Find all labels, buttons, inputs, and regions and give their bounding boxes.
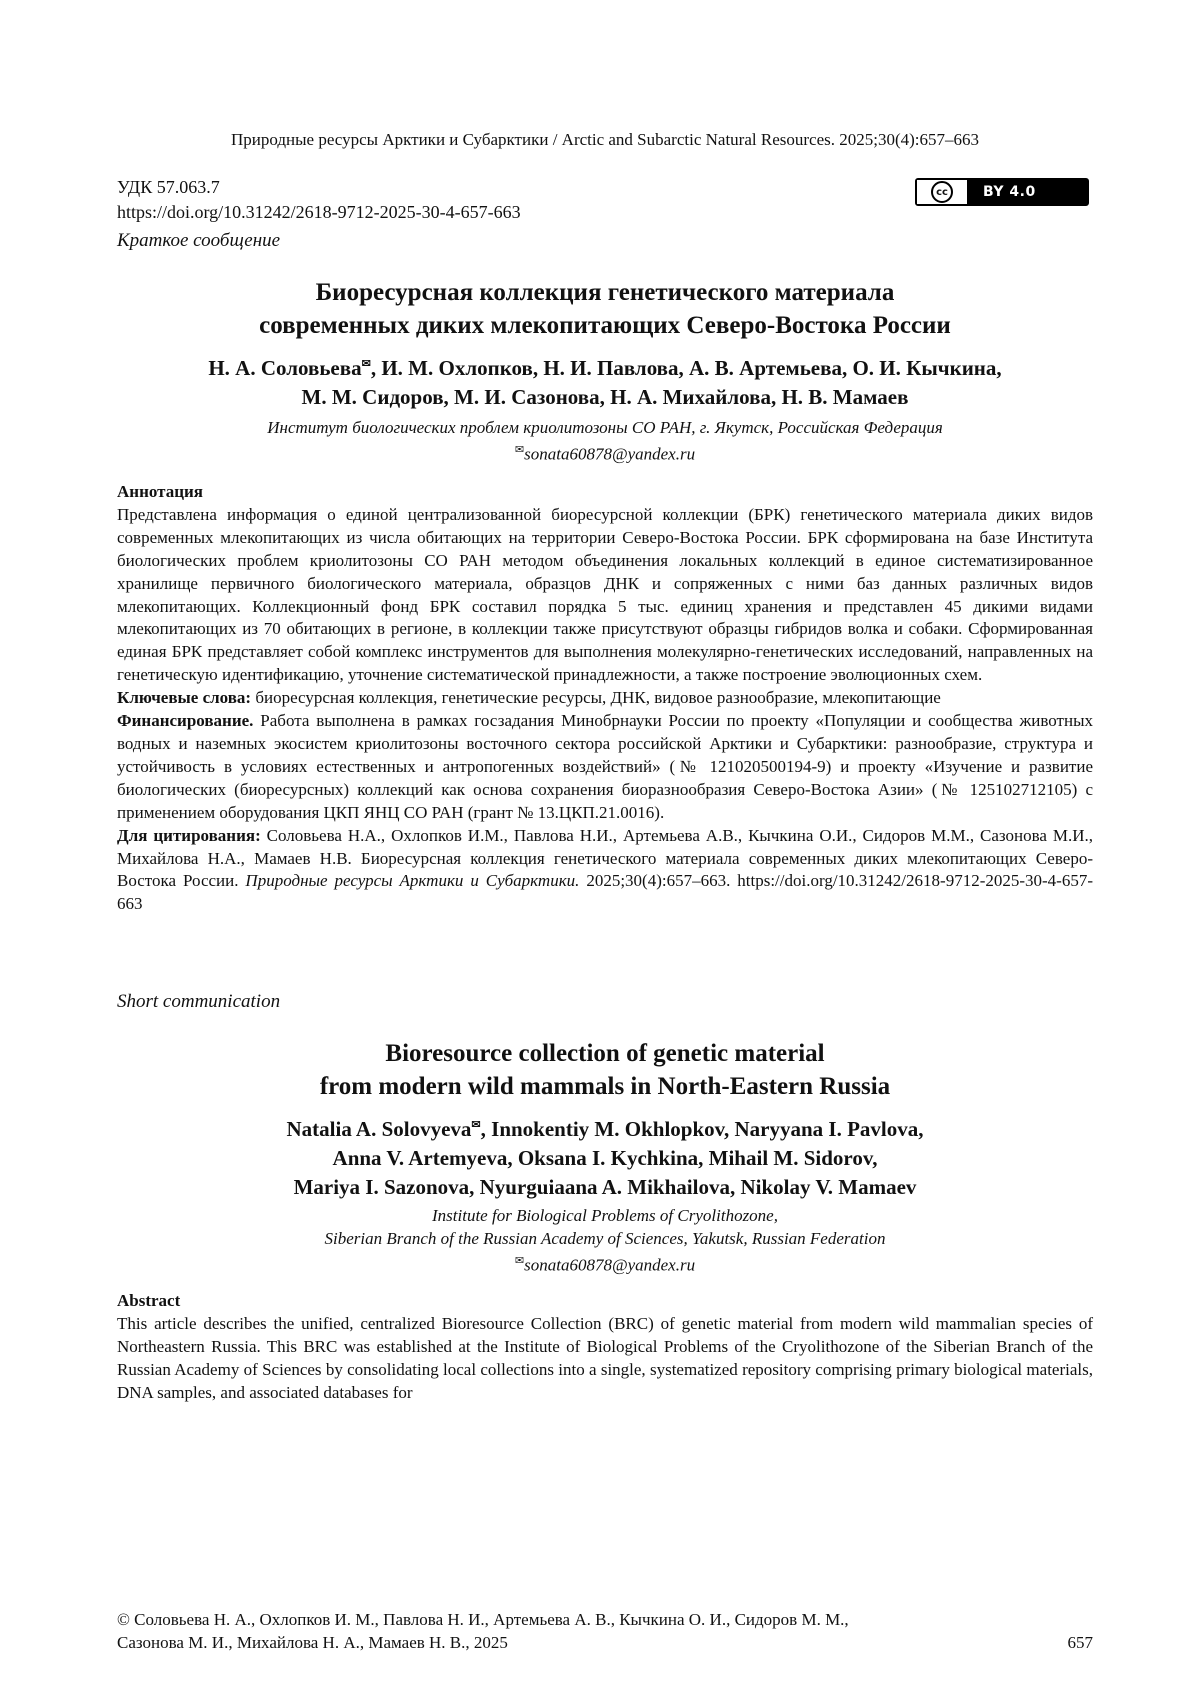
article-title-ru xyxy=(117,276,1093,342)
authors-en-line-1 xyxy=(117,1111,1093,1144)
affiliation-en-line-2: Siberian Branch of the Russian Academy of Sciences, Yakutsk, Russian Federation xyxy=(324,1229,886,1248)
envelope-icon: ✉ xyxy=(471,1119,481,1131)
citation-ru xyxy=(117,825,1093,917)
doi-link[interactable]: https://doi.org/10.31242/2618-9712-2025-30-4-657-663 xyxy=(117,202,521,222)
keywords-ru xyxy=(117,687,1093,710)
article-type-en: Short communication xyxy=(117,991,281,1012)
funding-ru-label: Финансирование. xyxy=(117,711,254,731)
email-en-text: sonata60878@yandex.ru xyxy=(524,1255,696,1275)
cc-license-text: BY 4.0 xyxy=(983,184,1036,200)
authors-ru-line-2: М. М. Сидоров, М. И. Сазонова, Н. А. Михайлова, Н. В. Мамаев xyxy=(301,385,909,409)
funding-ru-text: Работа выполнена в рамках госзадания Минобрнауки России по проекту «Популяции и сообщества животных водных и наземных экосистем криолитозоны восточного сектора российской Арктики и Субарктики: разнообразие, структура и устойчивость в условиях естественных и антропогенных воздействий» (№ 121020500194-9) и проекту «Изучение и развитие биологических (биоресурсных) коллекций как основа сохранения биоразнообразия Северо-Востока Азии» (№ 125102712105) с применением оборудования ЦКП ЯНЦ СО РАН (грант № 13.ЦКП.21.0016). xyxy=(117,711,1093,822)
affiliation-ru-text: Институт биологических проблем криолитозоны СО РАН, г. Якутск, Российская Федерация xyxy=(267,418,943,437)
citation-ru-journal: Природные ресурсы Арктики и Субарктики. xyxy=(245,871,580,891)
article-title-en xyxy=(117,1037,1093,1103)
authors-en-line-2: Anna V. Artemyeva, Oksana I. Kychkina, Mihail M. Sidorov, xyxy=(332,1146,878,1170)
citation-ru-tail: 2025;30(4):657–663. https://doi.org/10.31242/2618-9712-2025-30-4-657-663 xyxy=(117,871,1093,914)
title-ru-line-1: Биоресурсная коллекция генетического материала xyxy=(315,279,895,306)
copyright-line-1: © Соловьева Н. А., Охлопков И. М., Павлова Н. И., Артемьева А. В., Кычкина О. И., Сидоров М. М., xyxy=(117,1610,849,1629)
affiliation-ru xyxy=(117,416,1093,466)
page-number: 657 xyxy=(1067,1633,1093,1652)
abstract-ru-text: Представлена информация о единой централизованной биоресурсной коллекции (БРК) генетического материала диких видов современных млекопитающих из числа обитающих на территории Северо-Востока России. БРК сформирована на базе Института биологических проблем криолитозоны СО РАН методом объединения локальных коллекций в единое систематизированное хранилище первичного биологического материала, образцов ДНК и сопряженных с ними баз данных различных видов млекопитающих. Коллекционный фонд БРК составил порядка 5 тыс. единиц хранения и представлен 45 дикими видами млекопитающих из 70 обитающих в регионе, в коллекции также присутствуют образцы гибридов волка и собаки. Сформированная единая БРК представляет собой комплекс инструментов для выполнения молекулярно-генетических исследований, направленных на генетическую идентификацию, уточнение систематической принадлежности, а также построение эволюционных схем. xyxy=(117,504,1093,685)
title-en-line-1: Bioresource collection of genetic material xyxy=(385,1040,825,1067)
journal-running-head: Природные ресурсы Арктики и Субарктики / Arctic and Subarctic Natural Resources. 2025;30(4):657–663 xyxy=(230,130,979,149)
authors-ru-line-1 xyxy=(117,350,1093,383)
abstract-en-heading: Abstract xyxy=(117,1291,181,1310)
authors-ru-rest: , И. М. Охлопков, Н. И. Павлова, А. В. Артемьева, О. И. Кычкина, xyxy=(370,356,1002,380)
abstract-en-text: This article describes the unified, centralized Bioresource Collection (BRC) of genetic material from modern wild mammalian species of Northeastern Russia. This BRC was established at the Institute of Biological Problems of the Cryolithozone of the Siberian Branch of the Russian Academy of Sciences by consolidating local collections into a single, systematized repository comprising primary biological materials, DNA samples, and associated databases for xyxy=(117,1313,1093,1402)
page-footer xyxy=(117,1608,1093,1654)
authors-en-line-3: Mariya I. Sazonova, Nyurguiaana A. Mikhailova, Nikolay V. Mamaev xyxy=(293,1175,917,1199)
udk-doi-block xyxy=(117,175,521,225)
affiliation-en-line-1: Institute for Biological Problems of Cryolithozone, xyxy=(432,1206,778,1225)
keywords-ru-text: биоресурсная коллекция, генетические ресурсы, ДНК, видовое разнообразие, млекопитающие xyxy=(255,688,941,708)
authors-en-rest: , Innokentiy M. Okhlopkov, Naryyana I. Pavlova, xyxy=(480,1117,924,1141)
abstract-ru-heading: Аннотация xyxy=(117,482,203,501)
title-en-line-2: from modern wild mammals in North-Eastern Russia xyxy=(319,1073,891,1100)
cc-license-badge[interactable] xyxy=(915,178,1089,206)
udk-code: УДК 57.063.7 xyxy=(117,177,220,197)
keywords-ru-label: Ключевые слова: xyxy=(117,688,252,708)
envelope-icon: ✉ xyxy=(514,1255,525,1267)
authors-en xyxy=(117,1111,1093,1202)
envelope-icon: ✉ xyxy=(514,444,525,456)
creative-commons-icon: cc xyxy=(931,181,953,203)
copyright-line-2: Сазонова М. И., Михайлова Н. А., Мамаев Н. В., 2025 xyxy=(117,1633,508,1652)
email-ru[interactable] xyxy=(117,439,1093,466)
abstract-ru-block xyxy=(117,481,1093,916)
envelope-icon: ✉ xyxy=(361,358,371,370)
citation-ru-text: Соловьева Н.А., Охлопков И.М., Павлова Н.И., Артемьева А.В., Кычкина О.И., Сидоров М.М., Сазонова М.И., Михайлова Н.А., Мамаев Н.В. Биоресурсная коллекция генетического материала современных диких млекопитающих Северо-Востока России. xyxy=(117,825,1093,891)
cc-logo xyxy=(917,180,969,204)
authors-ru xyxy=(117,350,1093,412)
affiliation-en xyxy=(117,1204,1093,1277)
email-en[interactable] xyxy=(117,1250,1093,1277)
corresponding-author-en: Natalia A. Solovyeva xyxy=(286,1117,472,1141)
article-type-ru: Краткое сообщение xyxy=(117,230,281,251)
corresponding-author-ru: Н. А. Соловьева xyxy=(208,356,362,380)
title-ru-line-2: современных диких млекопитающих Северо-Востока России xyxy=(259,312,951,339)
email-ru-text: sonata60878@yandex.ru xyxy=(524,444,696,464)
funding-ru xyxy=(117,710,1093,825)
abstract-en-block xyxy=(117,1290,1093,1405)
citation-ru-label: Для цитирования: xyxy=(117,825,261,845)
